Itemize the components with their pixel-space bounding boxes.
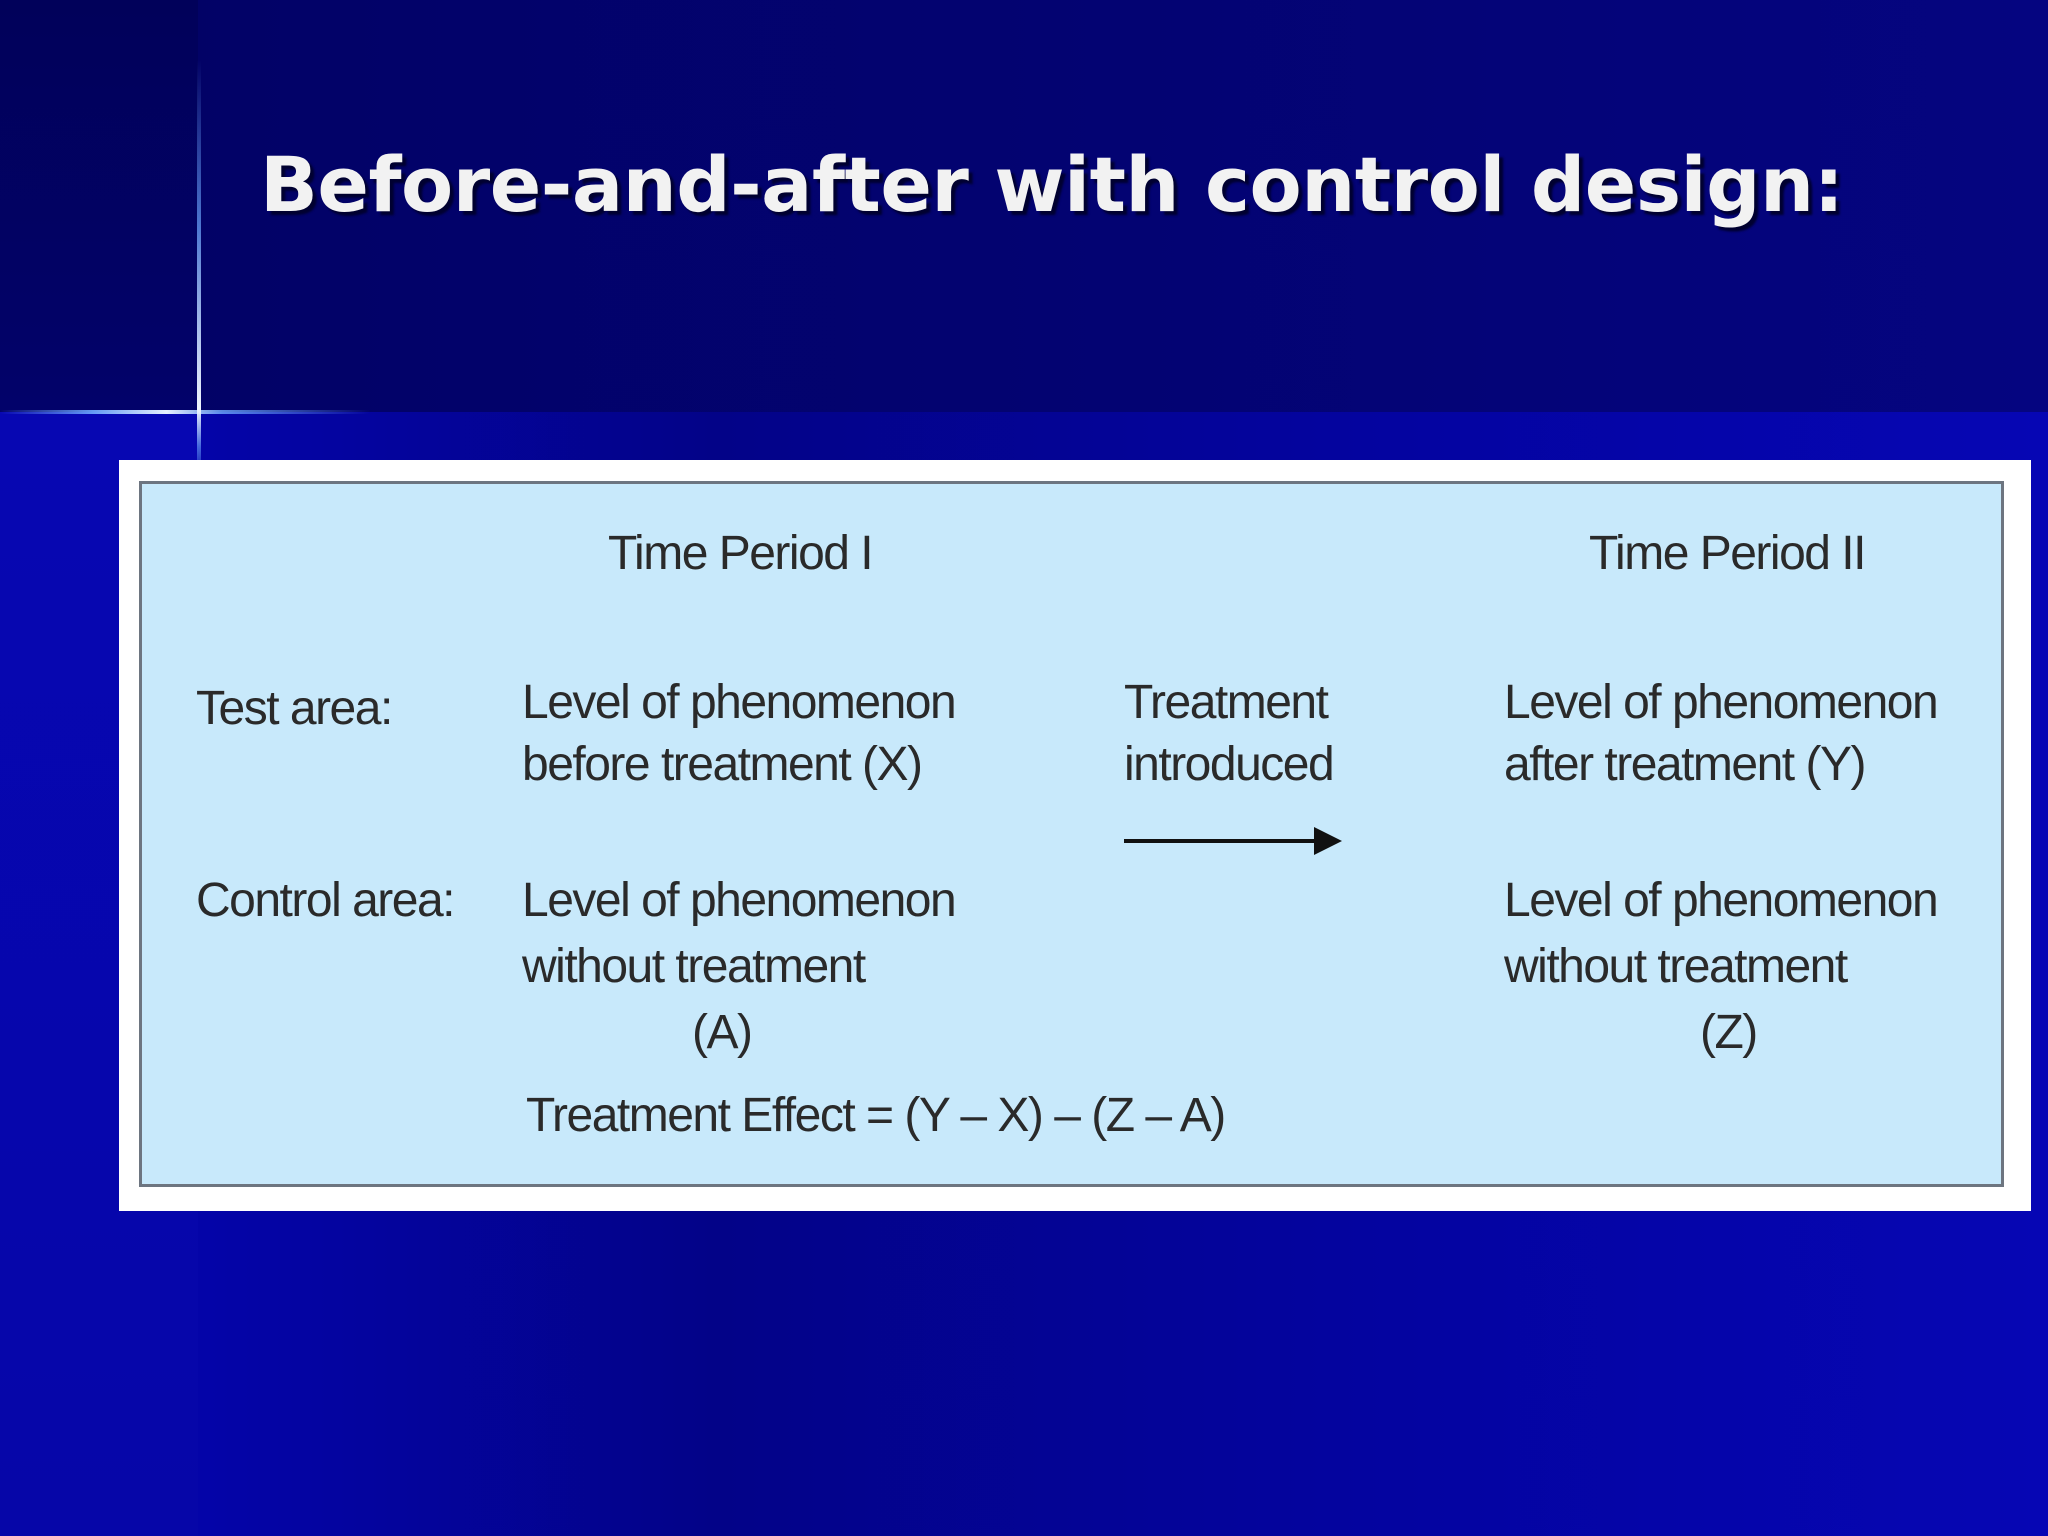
- test-area-label: Test area:: [196, 682, 392, 735]
- time-period-1-label: Time Period I: [608, 527, 873, 580]
- treatment-line-1: Treatment: [1124, 676, 1328, 729]
- control-after-line-2: without treatment: [1504, 940, 1847, 993]
- control-before-line-2: without treatment: [522, 940, 865, 993]
- decorative-light-line-vertical: [197, 60, 201, 480]
- diagram-panel: [139, 481, 2004, 1187]
- slide-title: Before-and-after with control design:: [260, 140, 1844, 229]
- treatment-arrow-icon: [1122, 824, 1344, 858]
- treatment-line-2: introduced: [1124, 738, 1334, 791]
- control-area-label: Control area:: [196, 874, 454, 927]
- background-left-strip-top: [0, 0, 198, 412]
- decorative-light-line-horizontal: [0, 410, 370, 414]
- control-after-symbol: (Z): [1700, 1006, 1757, 1059]
- test-before-line-1: Level of phenomenon: [522, 676, 956, 729]
- control-after-line-1: Level of phenomenon: [1504, 874, 1938, 927]
- test-after-line-2: after treatment (Y): [1504, 738, 1865, 791]
- treatment-effect-formula: Treatment Effect = (Y – X) – (Z – A): [526, 1089, 1225, 1142]
- test-after-line-1: Level of phenomenon: [1504, 676, 1938, 729]
- time-period-2-label: Time Period II: [1589, 527, 1865, 580]
- control-before-line-1: Level of phenomenon: [522, 874, 956, 927]
- test-before-line-2: before treatment (X): [522, 738, 922, 791]
- control-before-symbol: (A): [692, 1006, 752, 1059]
